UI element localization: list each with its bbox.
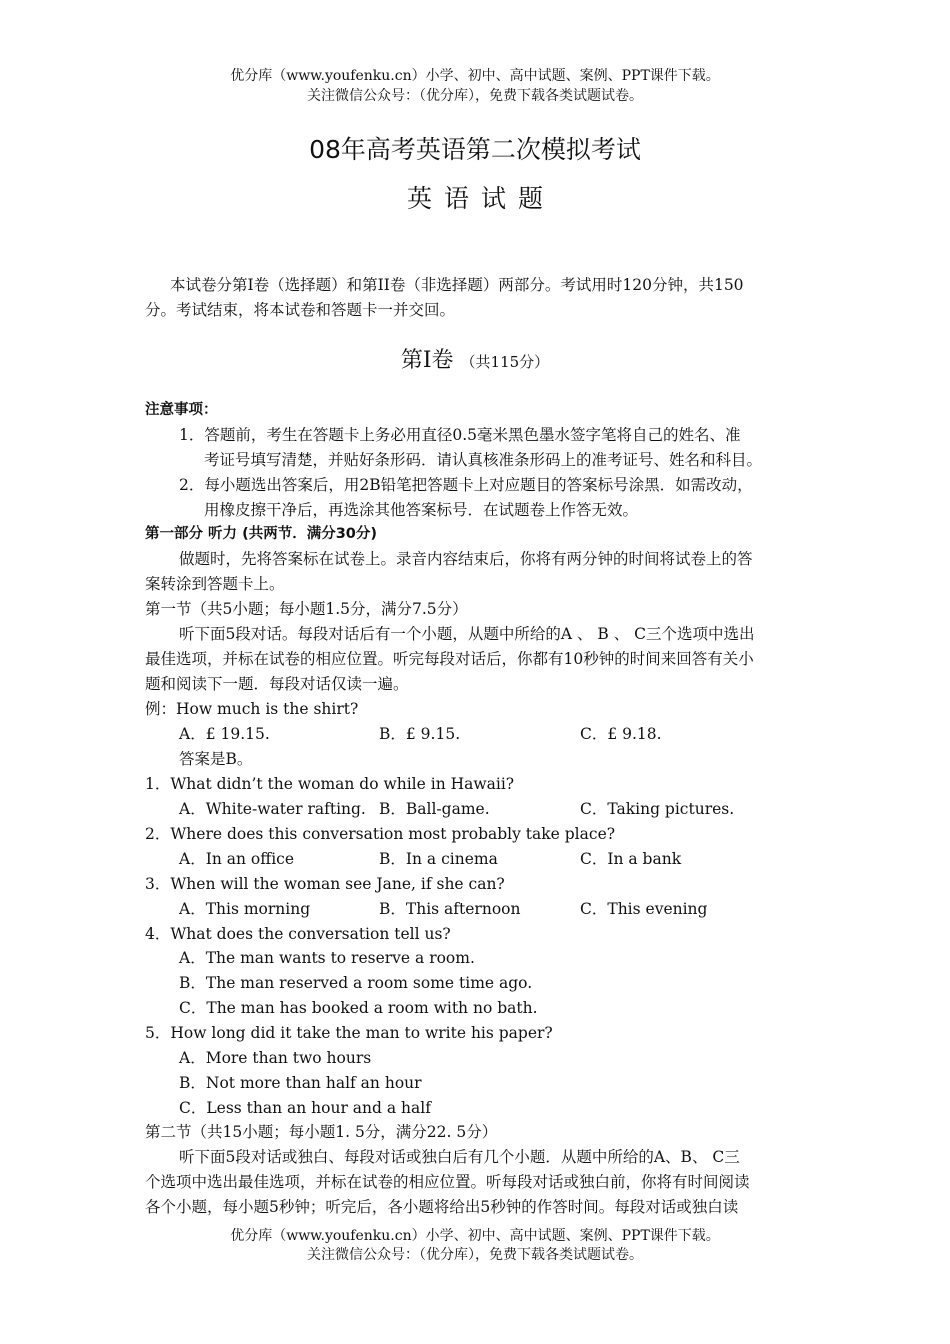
question-4: 4．What does the conversation tell us? <box>145 925 451 943</box>
part1-desc-line-1: 做题时，先将答案标在试卷上。录音内容结束后，你将有两分钟的时间将试卷上的答 <box>179 550 753 568</box>
header-line-1: 优分库（www.youfenku.cn）小学、初中、高中试题、案例、PPT课件下载。 <box>230 68 720 84</box>
intro-line-1: 本试卷分第I卷（选择题）和第II卷（非选择题）两部分。考试用时120分钟，共150 <box>170 276 744 294</box>
notes-heading: 注意事项： <box>145 402 218 418</box>
header-line-2: 关注微信公众号：（优分库），免费下载各类试题试卷。 <box>307 88 643 104</box>
section2-heading: 第二节（共15小题；每小题1. 5分，满分22. 5分） <box>145 1123 498 1141</box>
volume-score: （共115分） <box>460 353 550 371</box>
q5-option-a: A．More than two hours <box>179 1049 372 1067</box>
section2-desc-line-3: 各个小题，每小题5秒钟；听完后，各小题将给出5秒钟的作答时间。每段对话或独白读 <box>145 1198 739 1216</box>
volume-title: 第I卷 <box>400 348 454 373</box>
q4-option-a: A．The man wants to reserve a room. <box>179 949 475 967</box>
page-subtitle: 英语试题 <box>406 184 555 213</box>
example-option-c: C．£ 9.18. <box>580 725 662 743</box>
note-2-line-1: 2．每小题选出答案后，用2B铅笔把答题卡上对应题目的答案标号涂黑．如需改动， <box>179 476 753 494</box>
q5-option-c: C．Less than an hour and a half <box>179 1099 431 1117</box>
question-1: 1．What didn’t the woman do while in Hawaii? <box>145 775 515 793</box>
note-1-line-1: 1．答题前，考生在答题卡上务必用直径0.5毫米黑色墨水签字笔将自己的姓名、准 <box>179 426 741 444</box>
q1-option-b: B．Ball-game. <box>379 800 490 818</box>
part1-desc-line-2: 案转涂到答题卡上。 <box>145 575 285 593</box>
example-answer: 答案是B。 <box>179 750 253 768</box>
example-option-b: B．£ 9.15. <box>379 725 461 743</box>
q2-option-c: C．In a bank <box>580 850 682 868</box>
volume-heading <box>0 347 950 376</box>
question-3: 3．When will the woman see Jane, if she can? <box>145 875 505 893</box>
question-2: 2．Where does this conversation most probably take place? <box>145 825 616 843</box>
intro-line-2: 分。考试结束，将本试卷和答题卡一并交回。 <box>145 301 456 319</box>
section1-desc-line-2: 最佳选项，并标在试卷的相应位置。听完每段对话后，你都有10秒钟的时间来回答有关小 <box>145 650 754 668</box>
footer-line-1: 优分库（www.youfenku.cn）小学、初中、高中试题、案例、PPT课件下载。 <box>230 1228 720 1244</box>
q4-option-b: B．The man reserved a room some time ago. <box>179 974 533 992</box>
q2-option-a: A．In an office <box>179 850 295 868</box>
q3-option-b: B．This afternoon <box>379 900 521 918</box>
section1-desc-line-3: 题和阅读下一题．每段对话仅读一遍。 <box>145 675 409 693</box>
section1-heading: 第一节（共5小题；每小题1.5分，满分7.5分） <box>145 600 468 618</box>
q4-option-c: C．The man has booked a room with no bath. <box>179 999 538 1017</box>
note-2-line-2: 用橡皮擦干净后，再选涂其他答案标号．在试题卷上作答无效。 <box>204 501 639 519</box>
q3-option-c: C．This evening <box>580 900 708 918</box>
q1-option-a: A．White-water rafting. <box>179 800 366 818</box>
q3-option-a: A．This morning <box>179 900 311 918</box>
page-title: 08年高考英语第二次模拟考试 <box>309 135 641 164</box>
question-5: 5．How long did it take the man to write his paper? <box>145 1024 553 1042</box>
footer-line-2: 关注微信公众号：（优分库），免费下载各类试题试卷。 <box>307 1247 643 1263</box>
part1-heading: 第一部分 听力 (共两节．满分30分) <box>145 526 378 542</box>
q5-option-b: B．Not more than half an hour <box>179 1074 422 1092</box>
q2-option-b: B．In a cinema <box>379 850 498 868</box>
example-option-a: A．£ 19.15. <box>179 725 270 743</box>
section2-desc-line-2: 个选项中选出最佳选项，并标在试卷的相应位置。听每段对话或独白前，你将有时间阅读 <box>145 1173 750 1191</box>
note-1-line-2: 考证号填写清楚，并贴好条形码．请认真核准条形码上的准考证号、姓名和科目。 <box>204 451 763 469</box>
example-question: 例：How much is the shirt? <box>145 700 359 718</box>
section1-desc-line-1: 听下面5段对话。每段对话后有一个小题，从题中所给的A 、 B 、 C三个选项中选出 <box>179 625 755 643</box>
section2-desc-line-1: 听下面5段对话或独白、每段对话或独白后有几个小题．从题中所给的A、B、 C三 <box>179 1148 740 1166</box>
q1-option-c: C．Taking pictures. <box>580 800 735 818</box>
